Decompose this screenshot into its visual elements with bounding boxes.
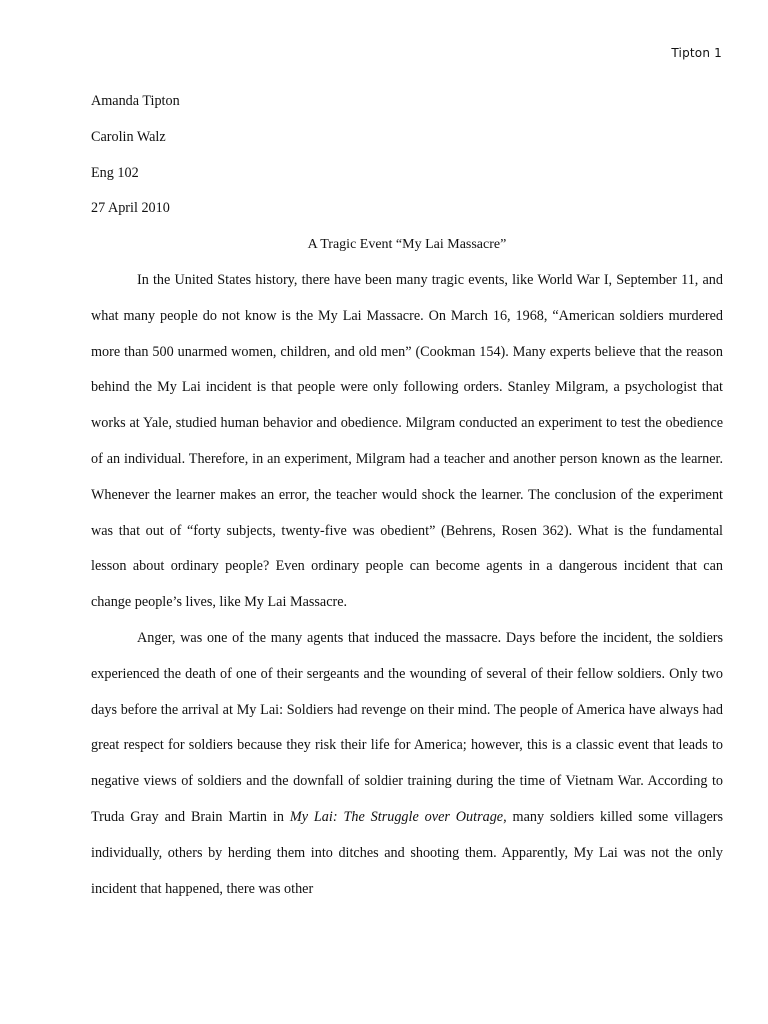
paragraph-1-text: In the United States history, there have been many tragic events, like World War I, September 11, and what many people do not know is the My Lai Massacre. On March 16, 1968, “American soldiers murdered more than 500 unarmed women, children, and old men” (Cookman 154). Many experts believe that the reason behind the My Lai incident is that people were only following orders. Stanley Milgram, a psychologist that works at Yale, studied human behavior and obedience. Milgram conducted an experiment to test the obedience of an individual. Therefore, in an experiment, Milgram had a teacher and another person known as the learner. Whenever the learner makes an error, the teacher would shock the learner. The conclusion of the experiment was that out of “forty subjects, twenty-five was obedient” (Behrens, Rosen 362). What is the fundamental lesson about ordinary people? Even ordinary people can become agents in a dangerous incident that can change people’s lives, like My Lai Massacre. — [91, 271, 723, 611]
document-body — [91, 84, 723, 907]
student-name: Amanda Tipton — [91, 93, 180, 109]
instructor-name: Carolin Walz — [91, 128, 166, 145]
paragraph-1 — [91, 263, 723, 621]
paragraph-2-text-end: , many soldiers killed some villagers individually, others by herding them into ditches and shooting them. Apparently, My Lai was not the only incident that happened, there was other — [91, 808, 723, 897]
book-title: My Lai: The Struggle over Outrage — [289, 808, 504, 825]
course-name: Eng 102 — [91, 164, 139, 181]
paragraph-2 — [91, 621, 723, 907]
submission-date: 27 April 2010 — [91, 200, 170, 217]
essay-title: A Tragic Event “My Lai Massacre” — [307, 237, 507, 253]
paragraph-2-text-start: Anger, was one of the many agents that induced the massacre. Days before the incident, the soldiers experienced the death of one of their sergeants and the wounding of several of their fellow soldiers. Only two days before the arrival at My Lai: Soldiers had revenge on their mind. The people of America have always had great respect for soldiers because they risk their life for America; however, this is a classic event that leads to negative views of soldiers and the downfall of soldier training during the time of Vietnam War. According to Truda Gray and Brain Martin in — [91, 629, 723, 825]
running-header: Tipton 1 — [671, 46, 722, 60]
